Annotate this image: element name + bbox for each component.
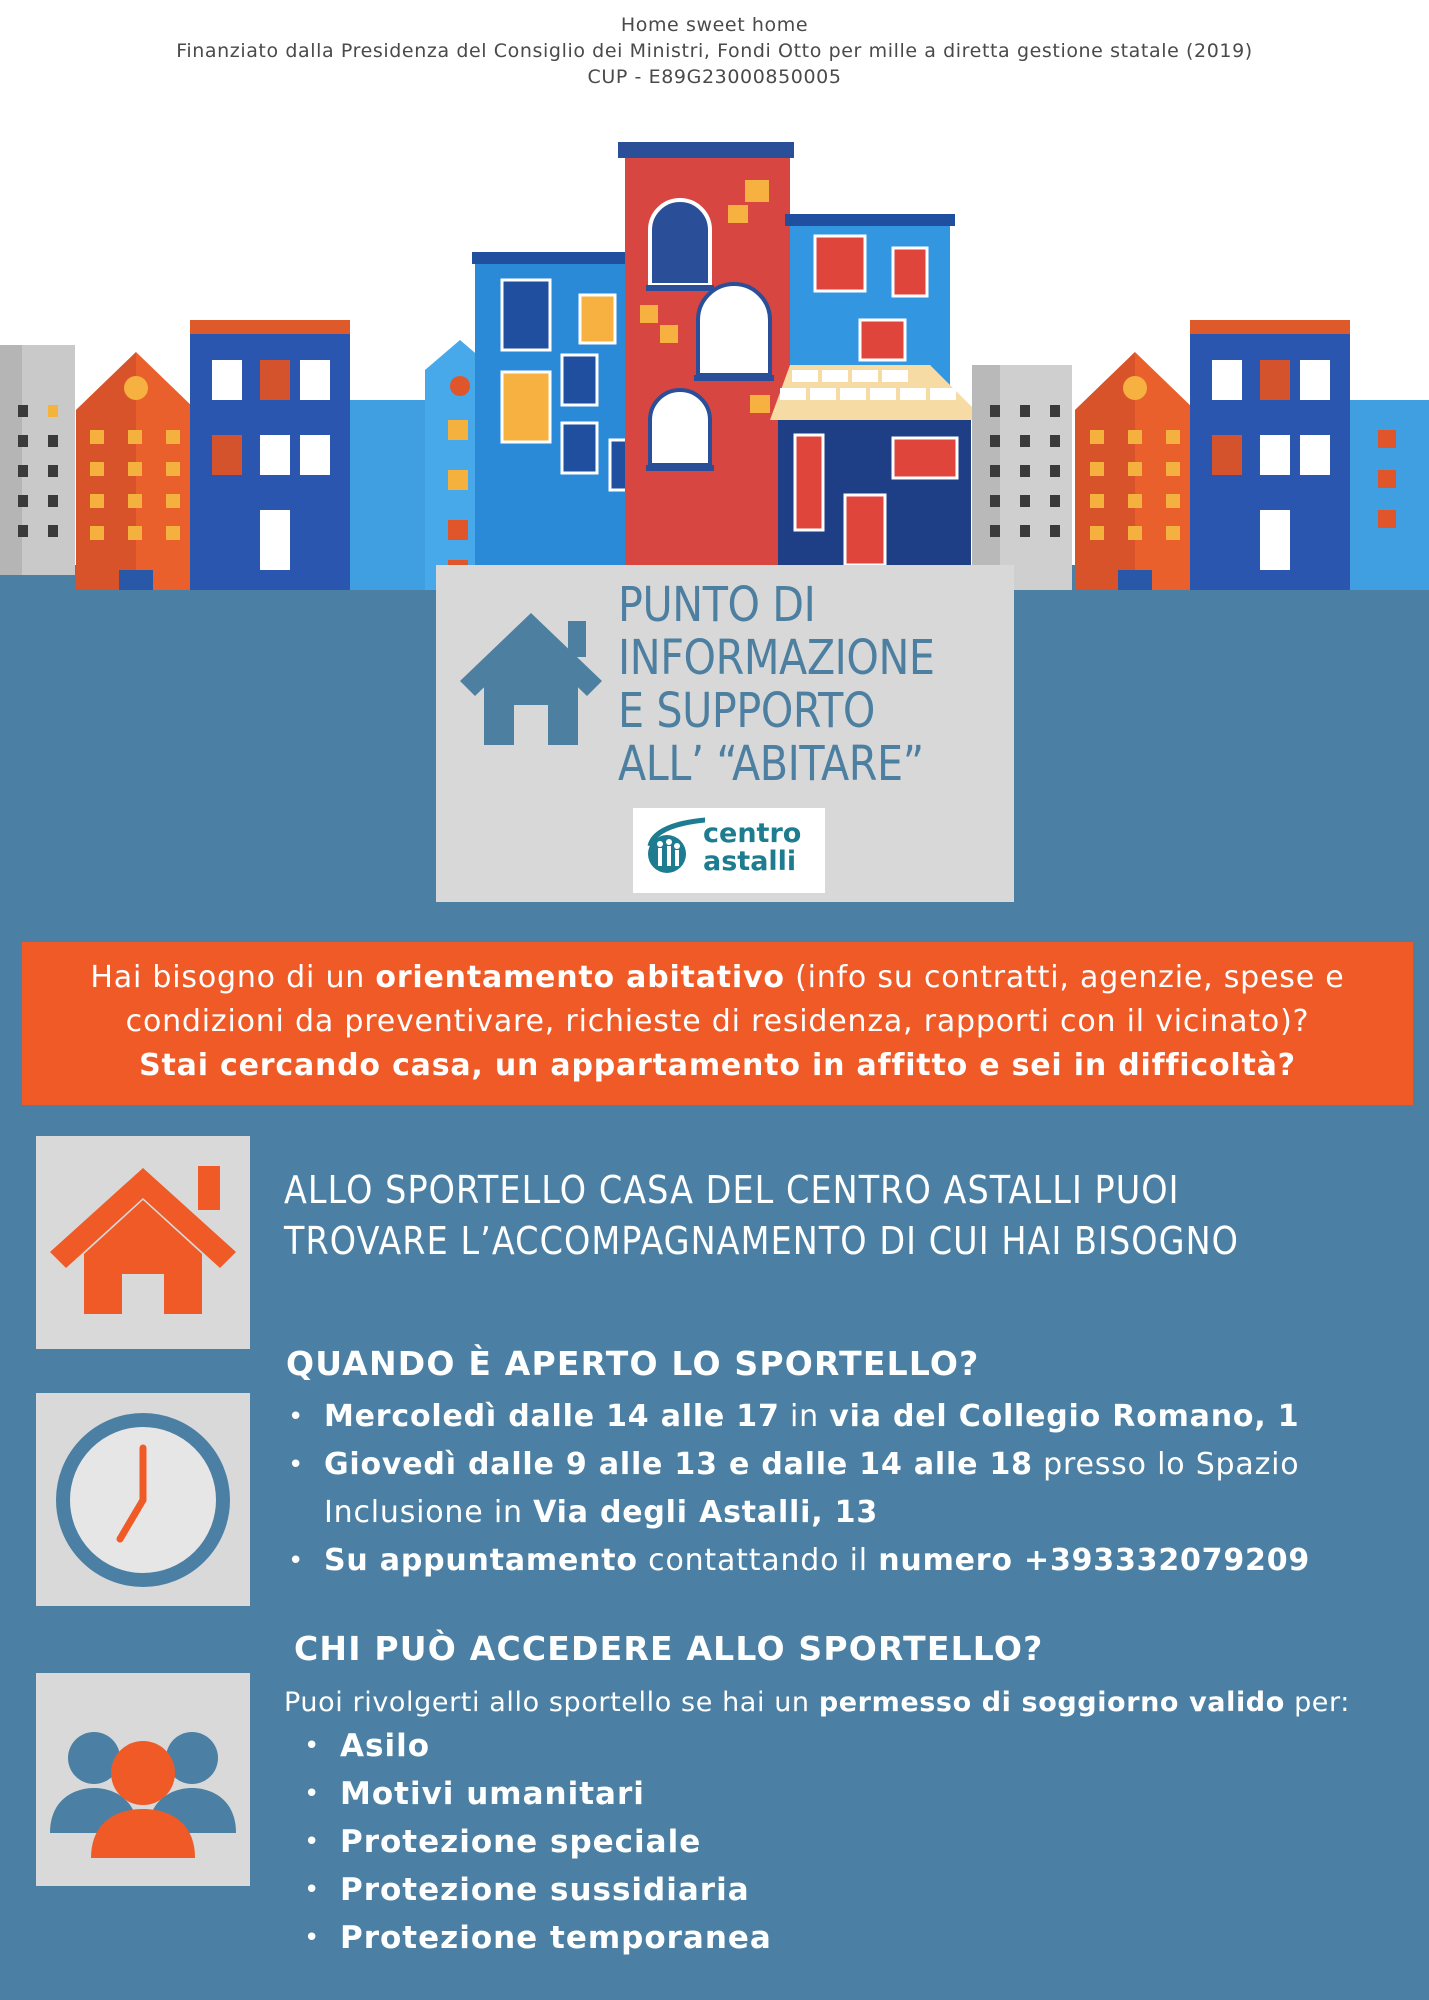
intro-line-1: ALLO SPORTELLO CASA DEL CENTRO ASTALLI PUOI [284, 1168, 1180, 1212]
city-skyline-illustration [0, 130, 1429, 590]
who-intro: Puoi rivolgerti allo sportello se hai un permesso di soggiorno valido per: [284, 1687, 1350, 1718]
intro-text [284, 1165, 1270, 1267]
clock-icon [36, 1393, 250, 1606]
logo-word-centro: centro [703, 818, 802, 849]
header-line-2: Finanziato dalla Presidenza del Consiglio dei Ministri, Fondi Otto per mille a diretta gestione statale (2019) [176, 40, 1253, 62]
banner-question: Hai bisogno di un orientamento abitativo (info su contratti, agenzie, spese e condizioni da preventivare, richieste di residenza, rapporti con il vicinato)? [90, 960, 1345, 1039]
top-header [0, 12, 1429, 90]
header-line-3: CUP - E89G23000850005 [587, 66, 842, 88]
list-item: • Motivi umanitari [300, 1770, 772, 1818]
title-line-1: PUNTO DI [618, 577, 816, 633]
hours-list [284, 1393, 1414, 1585]
list-item: • Protezione temporanea [300, 1914, 772, 1962]
list-item: • Protezione speciale [300, 1818, 772, 1866]
title-line-4: ALL’ “ABITARE” [618, 736, 924, 792]
banner-bold-orientamento: orientamento abitativo [375, 960, 785, 995]
orange-banner [22, 942, 1413, 1105]
people-icon [36, 1673, 250, 1886]
who-heading: CHI PUÒ ACCEDERE ALLO SPORTELLO? [294, 1629, 1044, 1668]
house-icon [456, 605, 606, 750]
title-box [436, 565, 1014, 902]
icon-box-clock [36, 1393, 250, 1606]
header-line-1: Home sweet home [620, 14, 809, 36]
intro-line-2: TROVARE L’ACCOMPAGNAMENTO DI CUI HAI BISOGNO [284, 1219, 1240, 1263]
logo-people-icon [645, 816, 705, 886]
list-item: • Protezione sussidiaria [300, 1866, 772, 1914]
logo-word-astalli: astalli [703, 846, 797, 877]
permits-list [300, 1722, 772, 1962]
list-item: • Giovedì dalle 9 alle 13 e dalle 14 alle 18 presso lo Spazio Inclusione in Via degli Astalli, 13 [284, 1441, 1414, 1537]
house-icon [36, 1136, 250, 1349]
list-item: • Mercoledì dalle 14 alle 17 in via del Collegio Romano, 1 [284, 1393, 1414, 1441]
icon-box-people [36, 1673, 250, 1886]
title-line-2: INFORMAZIONE [618, 630, 935, 686]
banner-question-2: Stai cercando casa, un appartamento in affitto e sei in difficoltà? [139, 1048, 1296, 1083]
hours-heading: QUANDO È APERTO LO SPORTELLO? [286, 1344, 980, 1383]
title-line-3: E SUPPORTO [618, 683, 875, 739]
list-item: • Asilo [300, 1722, 772, 1770]
icon-box-house [36, 1136, 250, 1349]
centro-astalli-logo [633, 808, 825, 893]
list-item: • Su appuntamento contattando il numero +393332079209 [284, 1537, 1414, 1585]
page-title [618, 579, 953, 791]
